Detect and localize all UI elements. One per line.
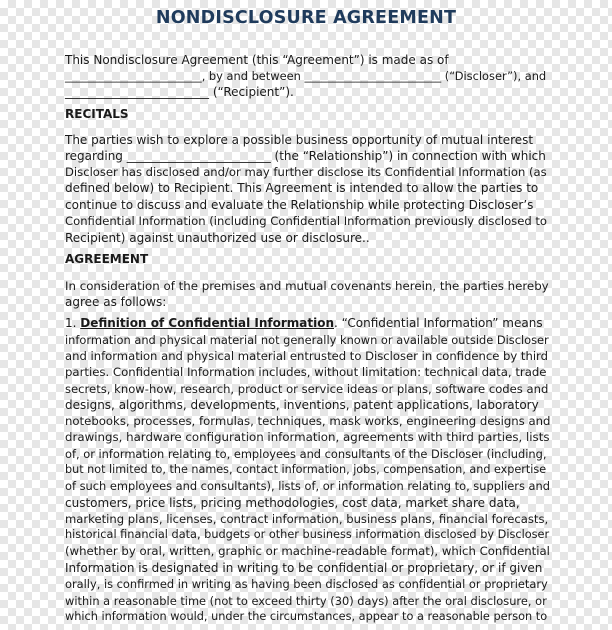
clause-1-line: designs, algorithms, developments, inventions, patent applications, laboratory — [65, 398, 539, 412]
agreement-line: agree as follows: — [65, 295, 167, 309]
clause-1-line: which information would, under the circumstances, appear to a reasonable person to — [65, 610, 548, 623]
intro-line: ________________________, by and between ________________________ (“Discloser”), and — [65, 69, 547, 83]
document-title: NONDISCLOSURE AGREEMENT — [155, 8, 457, 28]
clause-1-title: Definition of Confidential Information — [80, 316, 334, 330]
agreement-line: In consideration of the premises and mutual covenants herein, the parties hereby — [65, 279, 549, 293]
clause-1-line: within a reasonable time (not to exceed thirty (30) days) after the oral disclosure, or — [65, 594, 547, 608]
agreement-heading: AGREEMENT — [65, 252, 149, 266]
clause-1-line: but not limited to, the names, contact information, jobs, compensation, and expertise — [65, 463, 547, 476]
clause-1-first-line — [65, 315, 543, 331]
clause-1-line: historical financial data, budgets or other business information disclosed by Discloser — [65, 528, 550, 541]
clause-1-line: secrets, know-how, research, product or service ideas or plans, software codes and — [65, 382, 549, 396]
clause-1-number: 1. — [65, 316, 81, 330]
clause-1-line: of, or information relating to, employees and consultants of the Discloser (including, — [65, 447, 547, 461]
clause-1-line: (whether by oral, written, graphic or machine-readable format), which Confidential — [65, 544, 550, 558]
clause-1-line: of such employees and consultants), lists of, or information relating to, suppliers and — [65, 479, 550, 493]
clause-1-line: drawings, hardware configuration information, agreements with third parties, lists — [65, 430, 550, 444]
clause-1-first-rest: . “Confidential Information” means — [334, 316, 543, 330]
recitals-line: defined below) to Recipient. This Agreement is intended to allow the parties to — [65, 181, 539, 195]
clause-1-line: orally, is confirmed in writing as having been disclosed as confidential or proprietary — [65, 577, 548, 591]
clause-1-line: marketing plans, licenses, contract information, business plans, financial forecasts, — [65, 512, 549, 526]
recitals-line: Discloser has disclosed and/or may further disclose its Confidential Information (as — [65, 165, 547, 179]
recitals-line: Confidential Information (including Confidential Information previously disclosed to — [65, 214, 548, 228]
clause-1-line: and information and physical material entrusted to Discloser in confidence by third — [65, 349, 548, 363]
recitals-line: Recipient) against unauthorized use or disclosure.. — [65, 231, 370, 245]
recitals-heading: RECITALS — [65, 107, 129, 121]
clause-1-line: notebooks, processes, formulas, techniques, mask works, engineering designs and — [65, 414, 551, 428]
intro-line: ________________________ (“Recipient”). — [65, 85, 294, 99]
recitals-line: The parties wish to explore a possible business opportunity of mutual interest — [65, 133, 534, 147]
recitals-line: continue to discuss and evaluate the Relationship while protecting Discloser’s — [65, 198, 534, 212]
clause-1-line: parties. Confidential Information includes, without limitation: technical data, trade — [65, 365, 547, 379]
recitals-line: regarding ________________________ (the “Relationship”) in connection with which — [65, 149, 546, 163]
clause-1-line: information and physical material not generally known or available outside Discloser — [65, 333, 549, 347]
intro-line: This Nondisclosure Agreement (this “Agreement”) is made as of — [65, 53, 449, 67]
clause-1-line: Information is designated in writing to be confidential or proprietary, or if given — [65, 561, 543, 575]
clause-1-line: customers, price lists, pricing methodologies, cost data, market share data, — [65, 496, 520, 510]
